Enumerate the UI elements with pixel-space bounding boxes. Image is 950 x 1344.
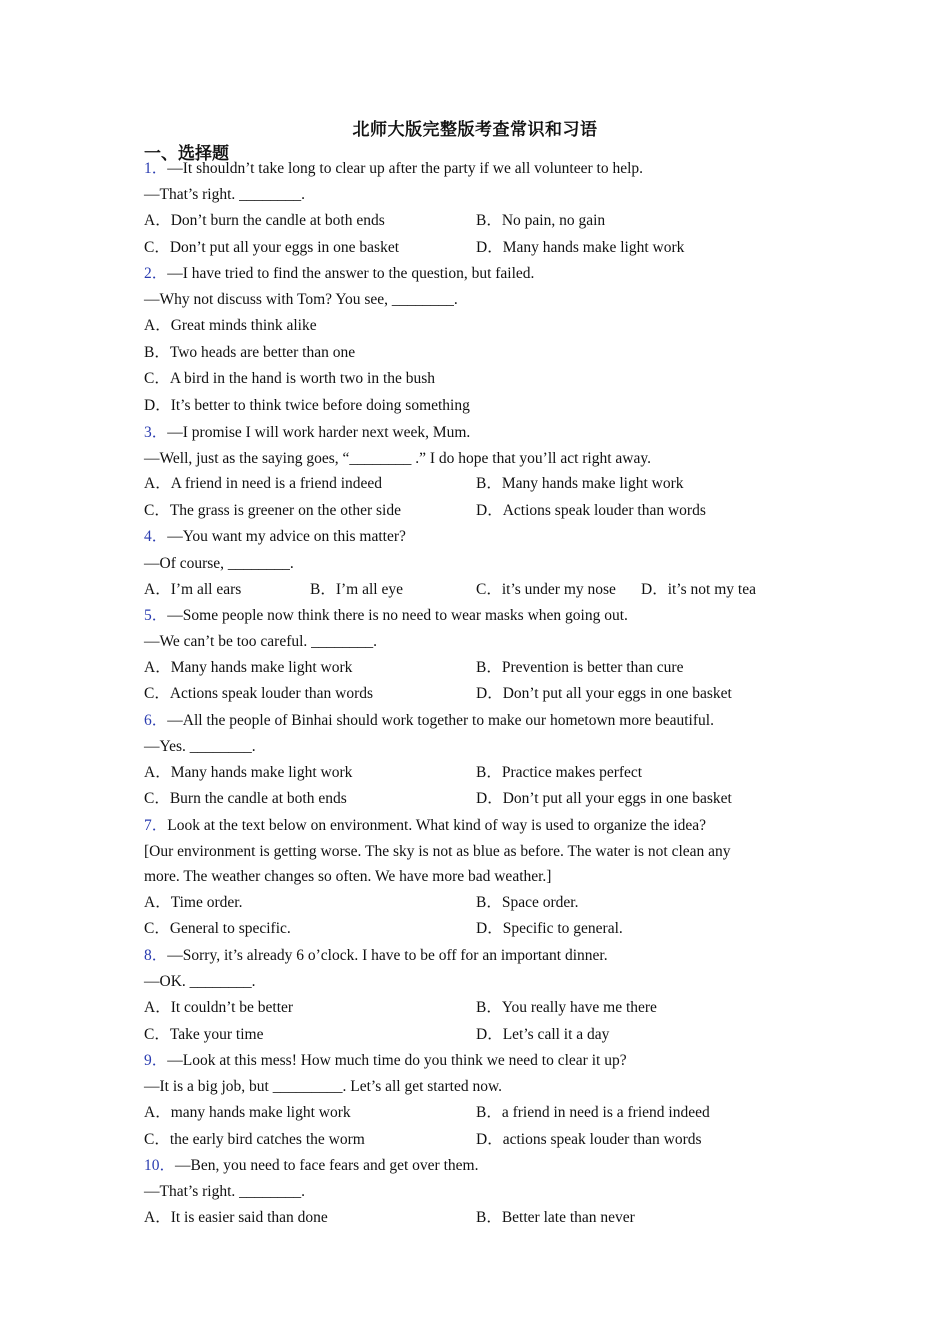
option-b[interactable]: B．I’m all eye bbox=[310, 581, 403, 598]
option-a[interactable]: A．I’m all ears bbox=[144, 581, 242, 598]
option-c[interactable]: C．the early bird catches the worm bbox=[144, 1131, 365, 1148]
option-a[interactable]: A．Great minds think alike bbox=[144, 317, 317, 334]
option-b[interactable]: B．You really have me there bbox=[476, 999, 657, 1016]
question-5-line: —We can’t be too careful. ________. bbox=[144, 633, 378, 650]
option-b[interactable]: B．Space order. bbox=[476, 894, 579, 911]
option-b[interactable]: B．Many hands make light work bbox=[476, 475, 684, 492]
option-c[interactable]: C．Actions speak louder than words bbox=[144, 685, 374, 702]
option-d[interactable]: D．It’s better to think twice before doing something bbox=[144, 397, 470, 414]
question-number: 1． bbox=[144, 160, 168, 177]
option-d[interactable]: D．Actions speak louder than words bbox=[476, 502, 706, 519]
option-a[interactable]: A．A friend in need is a friend indeed bbox=[144, 475, 383, 492]
option-d[interactable]: D．Let’s call it a day bbox=[476, 1026, 610, 1043]
question-4-line: —Of course, ________. bbox=[144, 555, 294, 572]
option-a[interactable]: A．It is easier said than done bbox=[144, 1209, 328, 1226]
question-number: 5． bbox=[144, 607, 168, 624]
option-d[interactable]: D．Don’t put all your eggs in one basket bbox=[476, 685, 732, 702]
option-c[interactable]: C．Don’t put all your eggs in one basket bbox=[144, 239, 400, 256]
question-number: 4． bbox=[144, 528, 168, 545]
option-d[interactable]: D．Don’t put all your eggs in one basket bbox=[476, 790, 732, 807]
option-d[interactable]: D．Many hands make light work bbox=[476, 239, 685, 256]
option-d[interactable]: D．actions speak louder than words bbox=[476, 1131, 702, 1148]
question-5-stem: 5．—Some people now think there is no need to wear masks when going out. bbox=[144, 607, 628, 624]
option-b[interactable]: B．No pain, no gain bbox=[476, 212, 606, 229]
option-b[interactable]: B．a friend in need is a friend indeed bbox=[476, 1104, 710, 1121]
question-1-stem: 1．—It shouldn’t take long to clear up after the party if we all volunteer to help. bbox=[144, 160, 644, 177]
option-b[interactable]: B．Prevention is better than cure bbox=[476, 659, 684, 676]
question-8-line: —OK. ________. bbox=[144, 973, 256, 990]
question-9-stem: 9．—Look at this mess! How much time do you think we need to clear it up? bbox=[144, 1052, 627, 1069]
question-6-line: —Yes. ________. bbox=[144, 738, 256, 755]
question-number: 8． bbox=[144, 947, 168, 964]
question-number: 3． bbox=[144, 424, 168, 441]
option-c[interactable]: C．General to specific. bbox=[144, 920, 291, 937]
option-b[interactable]: B．Better late than never bbox=[476, 1209, 635, 1226]
question-8-stem: 8．—Sorry, it’s already 6 o’clock. I have to be off for an important dinner. bbox=[144, 947, 608, 964]
option-c[interactable]: C．Take your time bbox=[144, 1026, 264, 1043]
option-a[interactable]: A．It couldn’t be better bbox=[144, 999, 294, 1016]
option-a[interactable]: A．Time order. bbox=[144, 894, 243, 911]
option-c[interactable]: C．it’s under my nose bbox=[476, 581, 616, 598]
option-a[interactable]: A．Don’t burn the candle at both ends bbox=[144, 212, 385, 229]
option-d[interactable]: D．Specific to general. bbox=[476, 920, 623, 937]
question-1-line: —That’s right. ________. bbox=[144, 186, 306, 203]
question-number: 2． bbox=[144, 265, 168, 282]
question-3-stem: 3．—I promise I will work harder next week, Mum. bbox=[144, 424, 471, 441]
question-7-stem: 7．Look at the text below on environment. What kind of way is used to organize the idea? bbox=[144, 817, 707, 834]
question-2-stem: 2．—I have tried to find the answer to the question, but failed. bbox=[144, 265, 535, 282]
question-7-line: more. The weather changes so often. We have more bad weather.] bbox=[144, 868, 552, 885]
option-b[interactable]: B．Two heads are better than one bbox=[144, 344, 356, 361]
page-title: 北师大版完整版考查常识和习语 bbox=[352, 120, 598, 140]
question-2-line: —Why not discuss with Tom? You see, ________. bbox=[144, 291, 458, 308]
question-number: 9． bbox=[144, 1052, 168, 1069]
option-c[interactable]: C．Burn the candle at both ends bbox=[144, 790, 347, 807]
option-a[interactable]: A．many hands make light work bbox=[144, 1104, 351, 1121]
option-c[interactable]: C．The grass is greener on the other side bbox=[144, 502, 401, 519]
question-number: 10． bbox=[144, 1157, 176, 1174]
question-10-line: —That’s right. ________. bbox=[144, 1183, 306, 1200]
section-heading: 一、选择题 bbox=[144, 144, 229, 164]
question-number: 7． bbox=[144, 817, 168, 834]
option-c[interactable]: C．A bird in the hand is worth two in the bush bbox=[144, 370, 436, 387]
question-9-line: —It is a big job, but _________. Let’s all get started now. bbox=[144, 1078, 503, 1095]
question-4-stem: 4．—You want my advice on this matter? bbox=[144, 528, 406, 545]
question-6-stem: 6．—All the people of Binhai should work together to make our hometown more beautiful. bbox=[144, 712, 714, 729]
question-7-line: [Our environment is getting worse. The sky is not as blue as before. The water is not clean any bbox=[144, 843, 731, 860]
option-b[interactable]: B．Practice makes perfect bbox=[476, 764, 643, 781]
question-10-stem: 10．—Ben, you need to face fears and get over them. bbox=[144, 1157, 479, 1174]
option-d[interactable]: D．it’s not my tea bbox=[641, 581, 756, 598]
option-a[interactable]: A．Many hands make light work bbox=[144, 659, 353, 676]
question-number: 6． bbox=[144, 712, 168, 729]
question-3-line: —Well, just as the saying goes, “________ .” I do hope that you’ll act right away. bbox=[144, 450, 651, 467]
option-a[interactable]: A．Many hands make light work bbox=[144, 764, 353, 781]
